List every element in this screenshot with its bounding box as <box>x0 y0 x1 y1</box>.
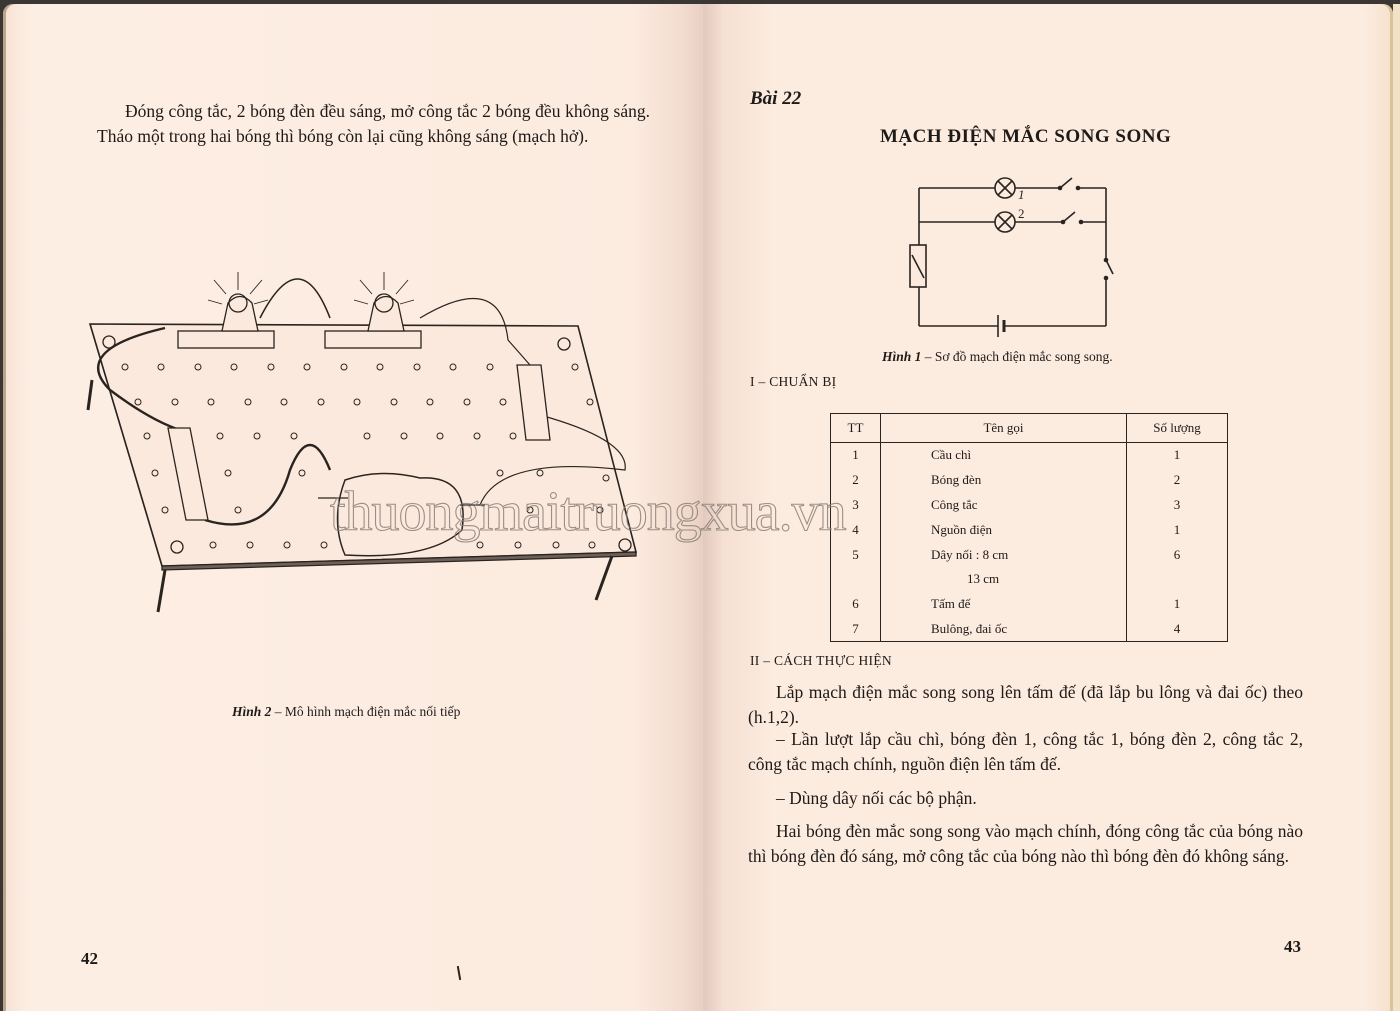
page-edge <box>1393 4 1400 1011</box>
table-row: 13 cm <box>831 567 1228 592</box>
lesson-title: MẠCH ĐIỆN MẮC SONG SONG <box>880 126 1172 147</box>
table-row: 3 Công tắc 3 <box>831 493 1228 518</box>
materials-table <box>830 413 1228 642</box>
section-preparation-heading: I – CHUẨN BỊ <box>750 374 837 389</box>
figure-1-caption-text: Sơ đồ mạch điện mắc song song. <box>934 349 1113 364</box>
header-name: Tên gọi <box>881 414 1127 443</box>
step-3: – Dùng dây nối các bộ phận. <box>776 788 977 808</box>
header-quantity: Số lượng <box>1127 414 1228 443</box>
lamp-1-label: 1 <box>1018 187 1025 202</box>
series-circuit-board-illustration <box>0 0 700 700</box>
figure-1-caption: Hình 1 – Sơ đồ mạch điện mắc song song. <box>882 349 1113 364</box>
figure-1-label: Hình 1 <box>882 349 922 364</box>
page-number-right: 43 <box>1284 937 1301 956</box>
header-tt: TT <box>831 414 881 443</box>
table-row: 1 Cầu chì 1 <box>831 443 1228 468</box>
figure-2-caption-text: Mô hình mạch điện mắc nối tiếp <box>284 704 461 719</box>
section-procedure-heading: II – CÁCH THỰC HIỆN <box>750 653 892 668</box>
table-row: 2 Bóng đèn 2 <box>831 468 1228 493</box>
table-row: 5 Dây nối : 8 cm 6 <box>831 542 1228 567</box>
watermark: thuongmaitruongxua.vn <box>330 481 846 543</box>
lesson-number: Bài 22 <box>750 88 802 109</box>
table-row: 7 Bulông, đai ốc 4 <box>831 617 1228 642</box>
lamp-2-label: 2 <box>1018 206 1025 221</box>
intro-paragraph: Đóng công tắc, 2 bóng đèn đều sáng, mở công tắc 2 bóng đều không sáng. Tháo một trong hai bóng thì bóng còn lại cũng không sáng (mạch hở). <box>97 101 650 146</box>
page-number-left: 42 <box>81 949 98 968</box>
step-1: Lắp mạch điện mắc song song lên tấm đế (đã lắp bu lông và đai ốc) theo (h.1,2). <box>748 682 1303 727</box>
conclusion-paragraph: Hai bóng đèn mắc song song vào mạch chính, đóng công tắc của bóng nào thì bóng đèn đó sáng, mở công tắc của bóng nào thì bóng đèn đó không sáng. <box>748 821 1303 866</box>
figure-2-caption: Hình 2 – Mô hình mạch điện mắc nối tiếp <box>232 704 461 719</box>
figure-2-label: Hình 2 <box>232 704 272 719</box>
step-2: – Lần lượt lắp cầu chì, bóng đèn 1, công tắc 1, bóng đèn 2, công tắc 2, công tắc mạch chính, nguồn điện lên tấm đế. <box>748 729 1303 774</box>
table-header-row <box>831 414 1228 443</box>
table-row: 6 Tấm đế 1 <box>831 592 1228 617</box>
table-row: 4 Nguồn điện 1 <box>831 517 1228 542</box>
parallel-circuit-schematic <box>900 170 1120 340</box>
